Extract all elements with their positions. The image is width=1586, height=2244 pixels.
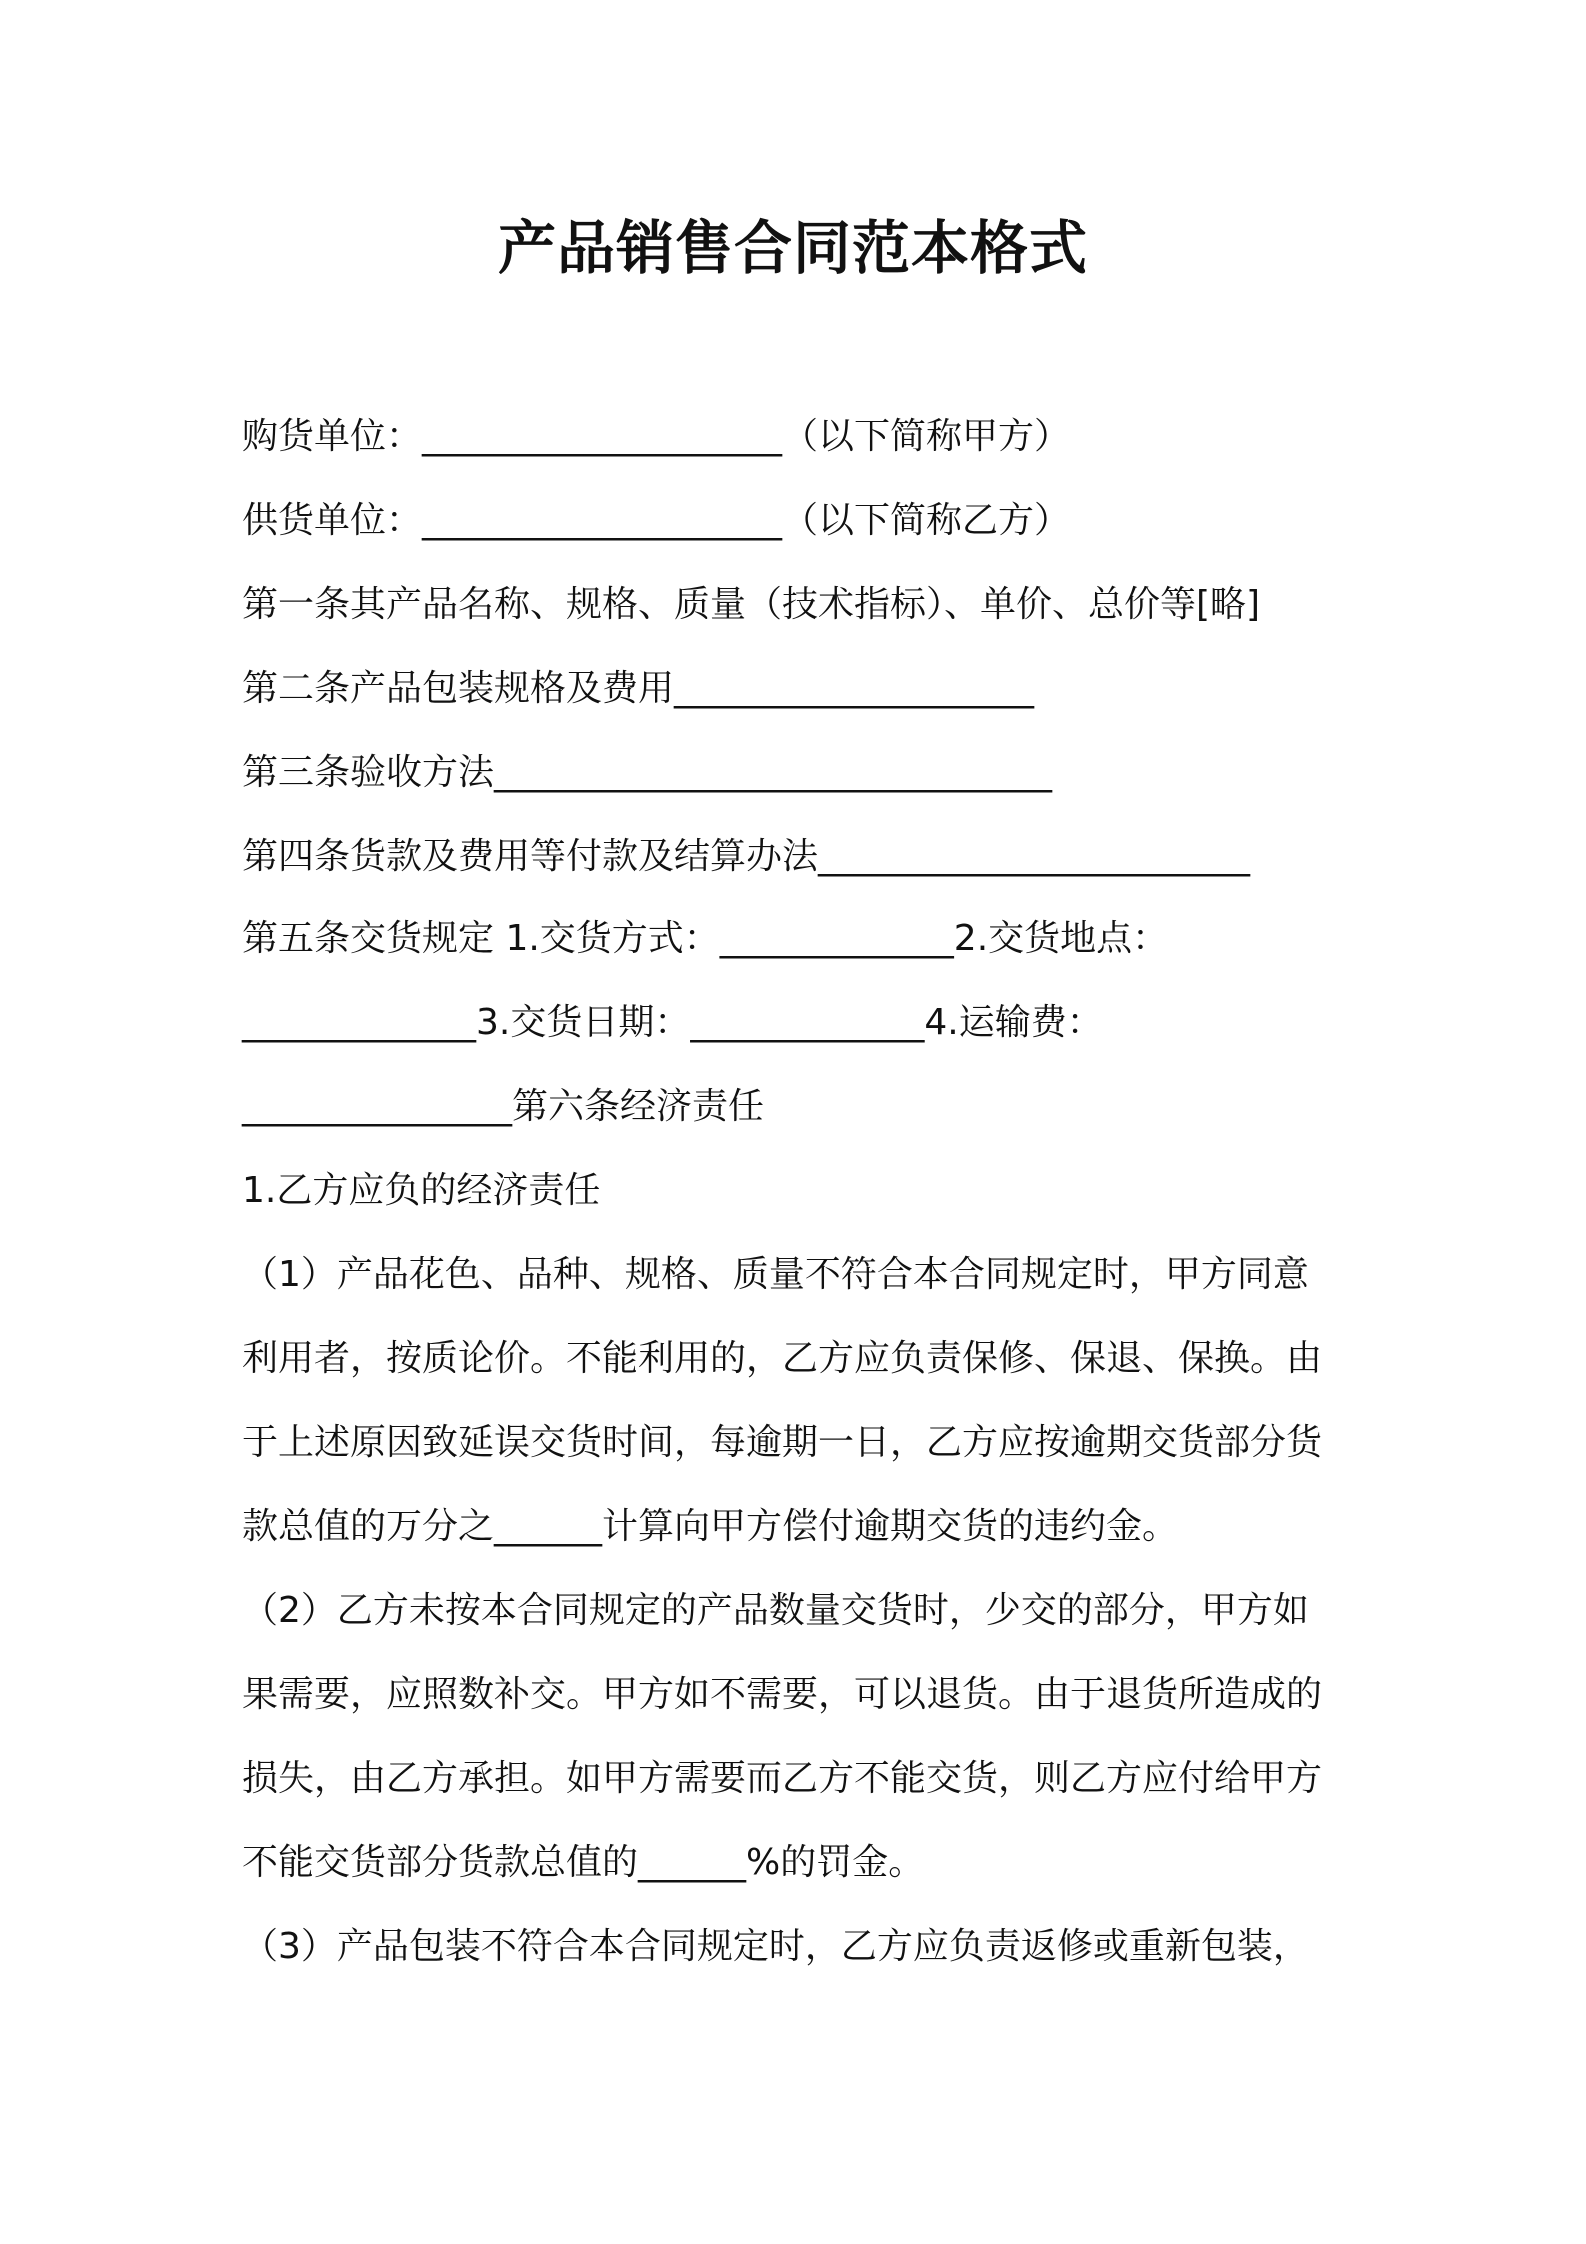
paragraph-line: 款总值的万分之______计算向甲方偿付逾期交货的违约金。 [242,1506,1179,1547]
paragraph-line: 利用者，按质论价。不能利用的，乙方应负责保修、保退、保换。由 [242,1338,1323,1379]
section-heading: 1.乙方应负的经济责任 [242,1170,601,1211]
buyer-line: 购货单位：____________________（以下简称甲方） [242,416,1071,457]
clause-5-line-continued: _____________3.交货日期：_____________4.运输费： [242,1002,1103,1043]
clause-2-line: 第二条产品包装规格及费用____________________ [242,668,1035,709]
document-title: 产品销售合同范本格式 [497,214,1088,282]
paragraph-line: （3）产品包装不符合本合同规定时，乙方应负责返修或重新包装， [242,1926,1309,1967]
paragraph-line: （2）乙方未按本合同规定的产品数量交货时，少交的部分，甲方如 [242,1590,1309,1631]
clause-3-line: 第三条验收方法_______________________________ [242,752,1053,793]
clause-5-line: 第五条交货规定 1.交货方式：_____________2.交货地点： [242,918,1169,959]
paragraph-line: （1）产品花色、品种、规格、质量不符合本合同规定时，甲方同意 [242,1254,1309,1295]
supplier-line: 供货单位：____________________（以下简称乙方） [242,500,1071,541]
paragraph-line: 损失，由乙方承担。如甲方需要而乙方不能交货，则乙方应付给甲方 [242,1758,1323,1799]
paragraph-line: 不能交货部分货款总值的______%的罚金。 [242,1842,925,1883]
clause-6-line: _______________第六条经济责任 [242,1086,765,1127]
paragraph-line: 于上述原因致延误交货时间，每逾期一日，乙方应按逾期交货部分货 [242,1422,1323,1463]
clause-4-line: 第四条货款及费用等付款及结算办法________________________ [242,836,1251,877]
paragraph-line: 果需要，应照数补交。甲方如不需要，可以退货。由于退货所造成的 [242,1674,1323,1715]
clause-1-line: 第一条其产品名称、规格、质量（技术指标）、单价、总价等[略] [242,584,1261,625]
